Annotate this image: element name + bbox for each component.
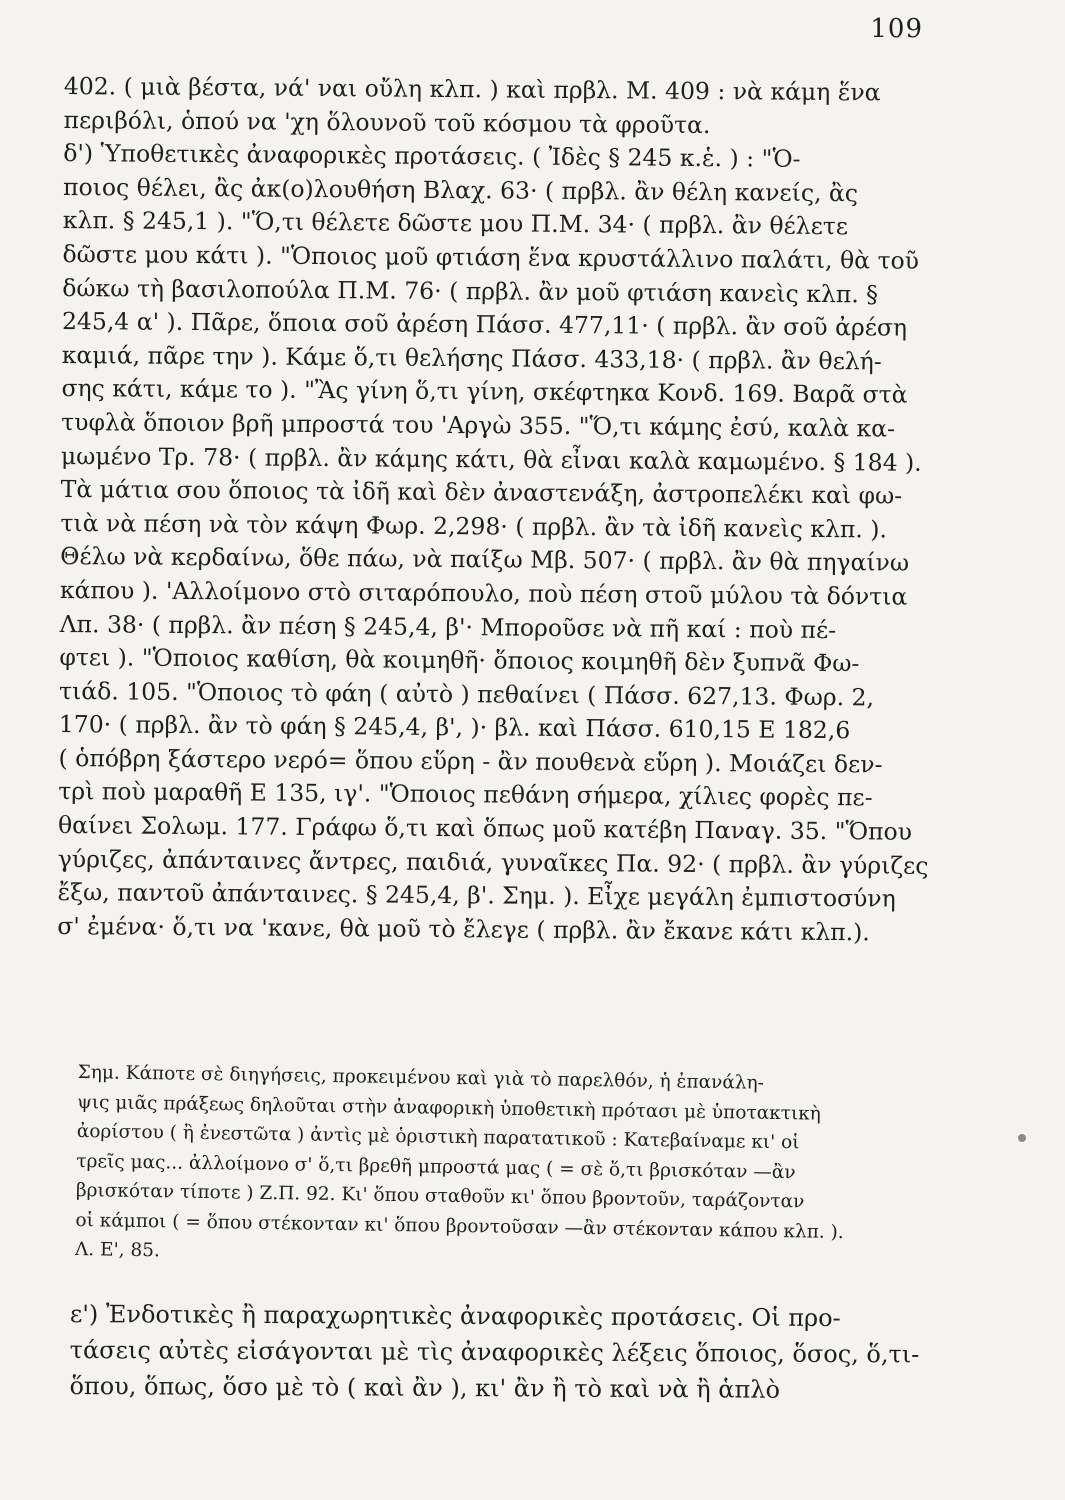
text-line: τυφλὰ ὅποιον βρῆ μπροστά του 'Αργὼ 355. "Ὅ,τι κάμης ἐσύ, καλὰ κα-: [61, 407, 896, 443]
note-line: βρισκόταν τίποτε ) Ζ.Π. 92. Κι' ὅπου σταθοῦν κι' ὅπου βροντοῦν, ταράζονταν: [75, 1179, 805, 1213]
text-line: 402. ( μιὰ βέστα, νά' ναι οὔλη κλπ. ) καὶ πρβλ. Μ. 409 : νὰ κάμη ἕνα: [63, 71, 881, 107]
note-line: τρεῖς μας... ἀλλοίμονο σ' ὅ,τι βρεθῆ μπροστά μας ( = σὲ ὅ,τι βρισκόταν —ἂν: [76, 1150, 796, 1183]
text-line: 245,4 α' ). Πᾶρε, ὅποια σοῦ ἀρέση Πάσσ. 477,11· ( πρβλ. ἂν σοῦ ἀρέση: [61, 307, 908, 342]
ink-spot: [1018, 1134, 1026, 1142]
text-line: σ' ἐμένα· ὅ,τι να 'κανε, θὰ μοῦ τὸ ἔλεγε ( πρβλ. ἂν ἔκανε κάτι κλπ.).: [57, 911, 870, 947]
text-line: ἔξω, παντοῦ ἀπάνταινες. § 245,4, β'. Σημ. ). Εἶχε μεγάλη ἐμπιστοσύνη: [57, 878, 896, 913]
text-line: Λπ. 38· ( πρβλ. ἂν πέση § 245,4, β'· Μποροῦσε νὰ πῆ καί : ποὺ πέ-: [59, 609, 837, 644]
text-line: δώκω τὴ βασιλοπούλα Π.Μ. 76· ( πρβλ. ἂν μοῦ φτιάση κανεὶς κλπ. §: [62, 273, 879, 308]
section-line: ε') Ἐνδοτικὲς ἢ παραχωρητικὲς ἀναφορικὲς προτάσεις. Οἱ προ-: [69, 1300, 841, 1333]
footnote-block: [75, 1058, 938, 1278]
text-line: Θέλω νὰ κερδαίνω, ὅθε πάω, νὰ παίξω Μβ. 507· ( πρβλ. ἂν θὰ πηγαίνω: [60, 542, 910, 577]
text-line: μωμένο Τρ. 78· ( πρβλ. ἂν κάμης κάτι, θὰ εἶναι καλὰ καμωμένο. § 184 ).: [60, 441, 922, 477]
text-line: φτει ). "Ὁποιος καθίση, θὰ κοιμηθῆ· ὅποιος κοιμηθῆ δὲν ξυπνᾶ Φω-: [59, 643, 860, 678]
text-line: τιάδ. 105. "Ὁποιος τὸ φάη ( αὐτὸ ) πεθαίνει ( Πάσσ. 627,13. Φωρ. 2,: [59, 676, 875, 712]
text-line: ποιος θέλει, ἂς ἀκ(ο)λουθήση Βλαχ. 63· ( πρβλ. ἂν θέλη κανείς, ἂς: [62, 172, 859, 208]
text-line: δῶστε μου κάτι ). "Ὁποιος μοῦ φτιάση ἕνα κρυστάλλινο παλάτι, θὰ τοῦ: [62, 239, 920, 275]
text-line: σης κάτι, κάμε το ). "Ἂς γίνη ὅ,τι γίνη, σκέφτηκα Κονδ. 169. Βαρᾶ στὰ: [61, 374, 908, 409]
text-line: καμιά, πᾶρε την ). Κάμε ὅ,τι θελήσης Πάσσ. 433,18· ( πρβλ. ἂν θελή-: [61, 340, 882, 376]
note-line: οἱ κάμποι ( = ὅπου στέκονταν κι' ὅπου βροντοῦσαν —ἂν στέκονταν κάπου κλπ. ).: [75, 1209, 844, 1243]
text-line: περιβόλι, ὁπού να 'χη ὅλουνοῦ τοῦ κόσμου τὰ φροῦτα.: [63, 105, 711, 139]
section-paragraph: [69, 1296, 950, 1409]
text-line: κάπου ). 'Αλλοίμονο στὸ σιταρόπουλο, ποὺ πέση στοῦ μύλου τὰ δόντια: [59, 575, 908, 611]
text-line: τιὰ νὰ πέση νὰ τὸν κάψη Φωρ. 2,298· ( πρβλ. ἂν τὰ ἰδῆ κανεὶς κλπ. ).: [60, 508, 888, 544]
text-line: 170· ( πρβλ. ἂν τὸ φάη § 245,4, β', )· βλ. καὶ Πάσσ. 610,15 Ε 182,6: [58, 710, 851, 745]
text-line: κλπ. § 245,1 ). "Ὅ,τι θέλετε δῶστε μου Π.Μ. 34· ( πρβλ. ἂν θέλετε: [62, 206, 849, 241]
text-line: ( ὁπόβρη ξάστερο νερό= ὅπου εὕρη - ἂν πουθενὰ εὕρη ). Μοιάζει δεν-: [58, 743, 883, 779]
note-line: ψις μιᾶς πράξεως δηλοῦται στὴν ἀναφορικὴ ὑποθετικὴ πρότασι μὲ ὑποτακτικὴ: [77, 1091, 822, 1125]
text-line: δ') Ὑποθετικὲς ἀναφορικὲς προτάσεις. ( Ἰδὲς § 245 κ.ἑ. ) : "Ὁ-: [63, 139, 801, 173]
text-line: τρὶ ποὺ μαραθῆ Ε 135, ιγ'. "Ὁποιος πεθάνη σήμερα, χίλιες φορὲς πε-: [58, 777, 873, 812]
main-paragraph: [57, 70, 944, 950]
text-line: θαίνει Σολωμ. 177. Γράφω ὅ,τι καὶ ὅπως μοῦ κατέβη Παναγ. 35. "Ὅπου: [57, 811, 913, 846]
section-line: τάσεις αὐτὲς εἰσάγονται μὲ τὶς ἀναφορικὲς λέξεις ὅποιος, ὅσος, ὅ,τι-: [69, 1335, 920, 1369]
note-line: ἀορίστου ( ἢ ἐνεστῶτα ) ἀντὶς μὲ ὁριστικὴ παρατατικοῦ : Κατεβαίναμε κι' οἱ: [76, 1120, 800, 1154]
text-line: Τὰ μάτια σου ὅποιος τὰ ἰδῆ καὶ δὲν ἀναστενάξη, ἀστροπελέκι καὶ φω-: [60, 475, 903, 510]
note-line: Λ. Ε', 85.: [74, 1238, 161, 1262]
text-line: γύριζες, ἀπάνταινες ἄντρες, παιδιά, γυναῖκες Πα. 92· ( πρβλ. ἂν γύριζες: [57, 844, 929, 880]
page-number: 109: [870, 14, 923, 44]
section-line: ὅπου, ὅπως, ὅσο μὲ τὸ ( καὶ ἂν ), κι' ἂν ἢ τὸ καὶ νὰ ἢ ἁπλὸ: [69, 1371, 781, 1404]
note-line: Σημ. Κάποτε σὲ διηγήσεις, προκειμένου καὶ γιὰ τὸ παρελθόν, ἡ ἐπανάλη-: [77, 1061, 765, 1094]
